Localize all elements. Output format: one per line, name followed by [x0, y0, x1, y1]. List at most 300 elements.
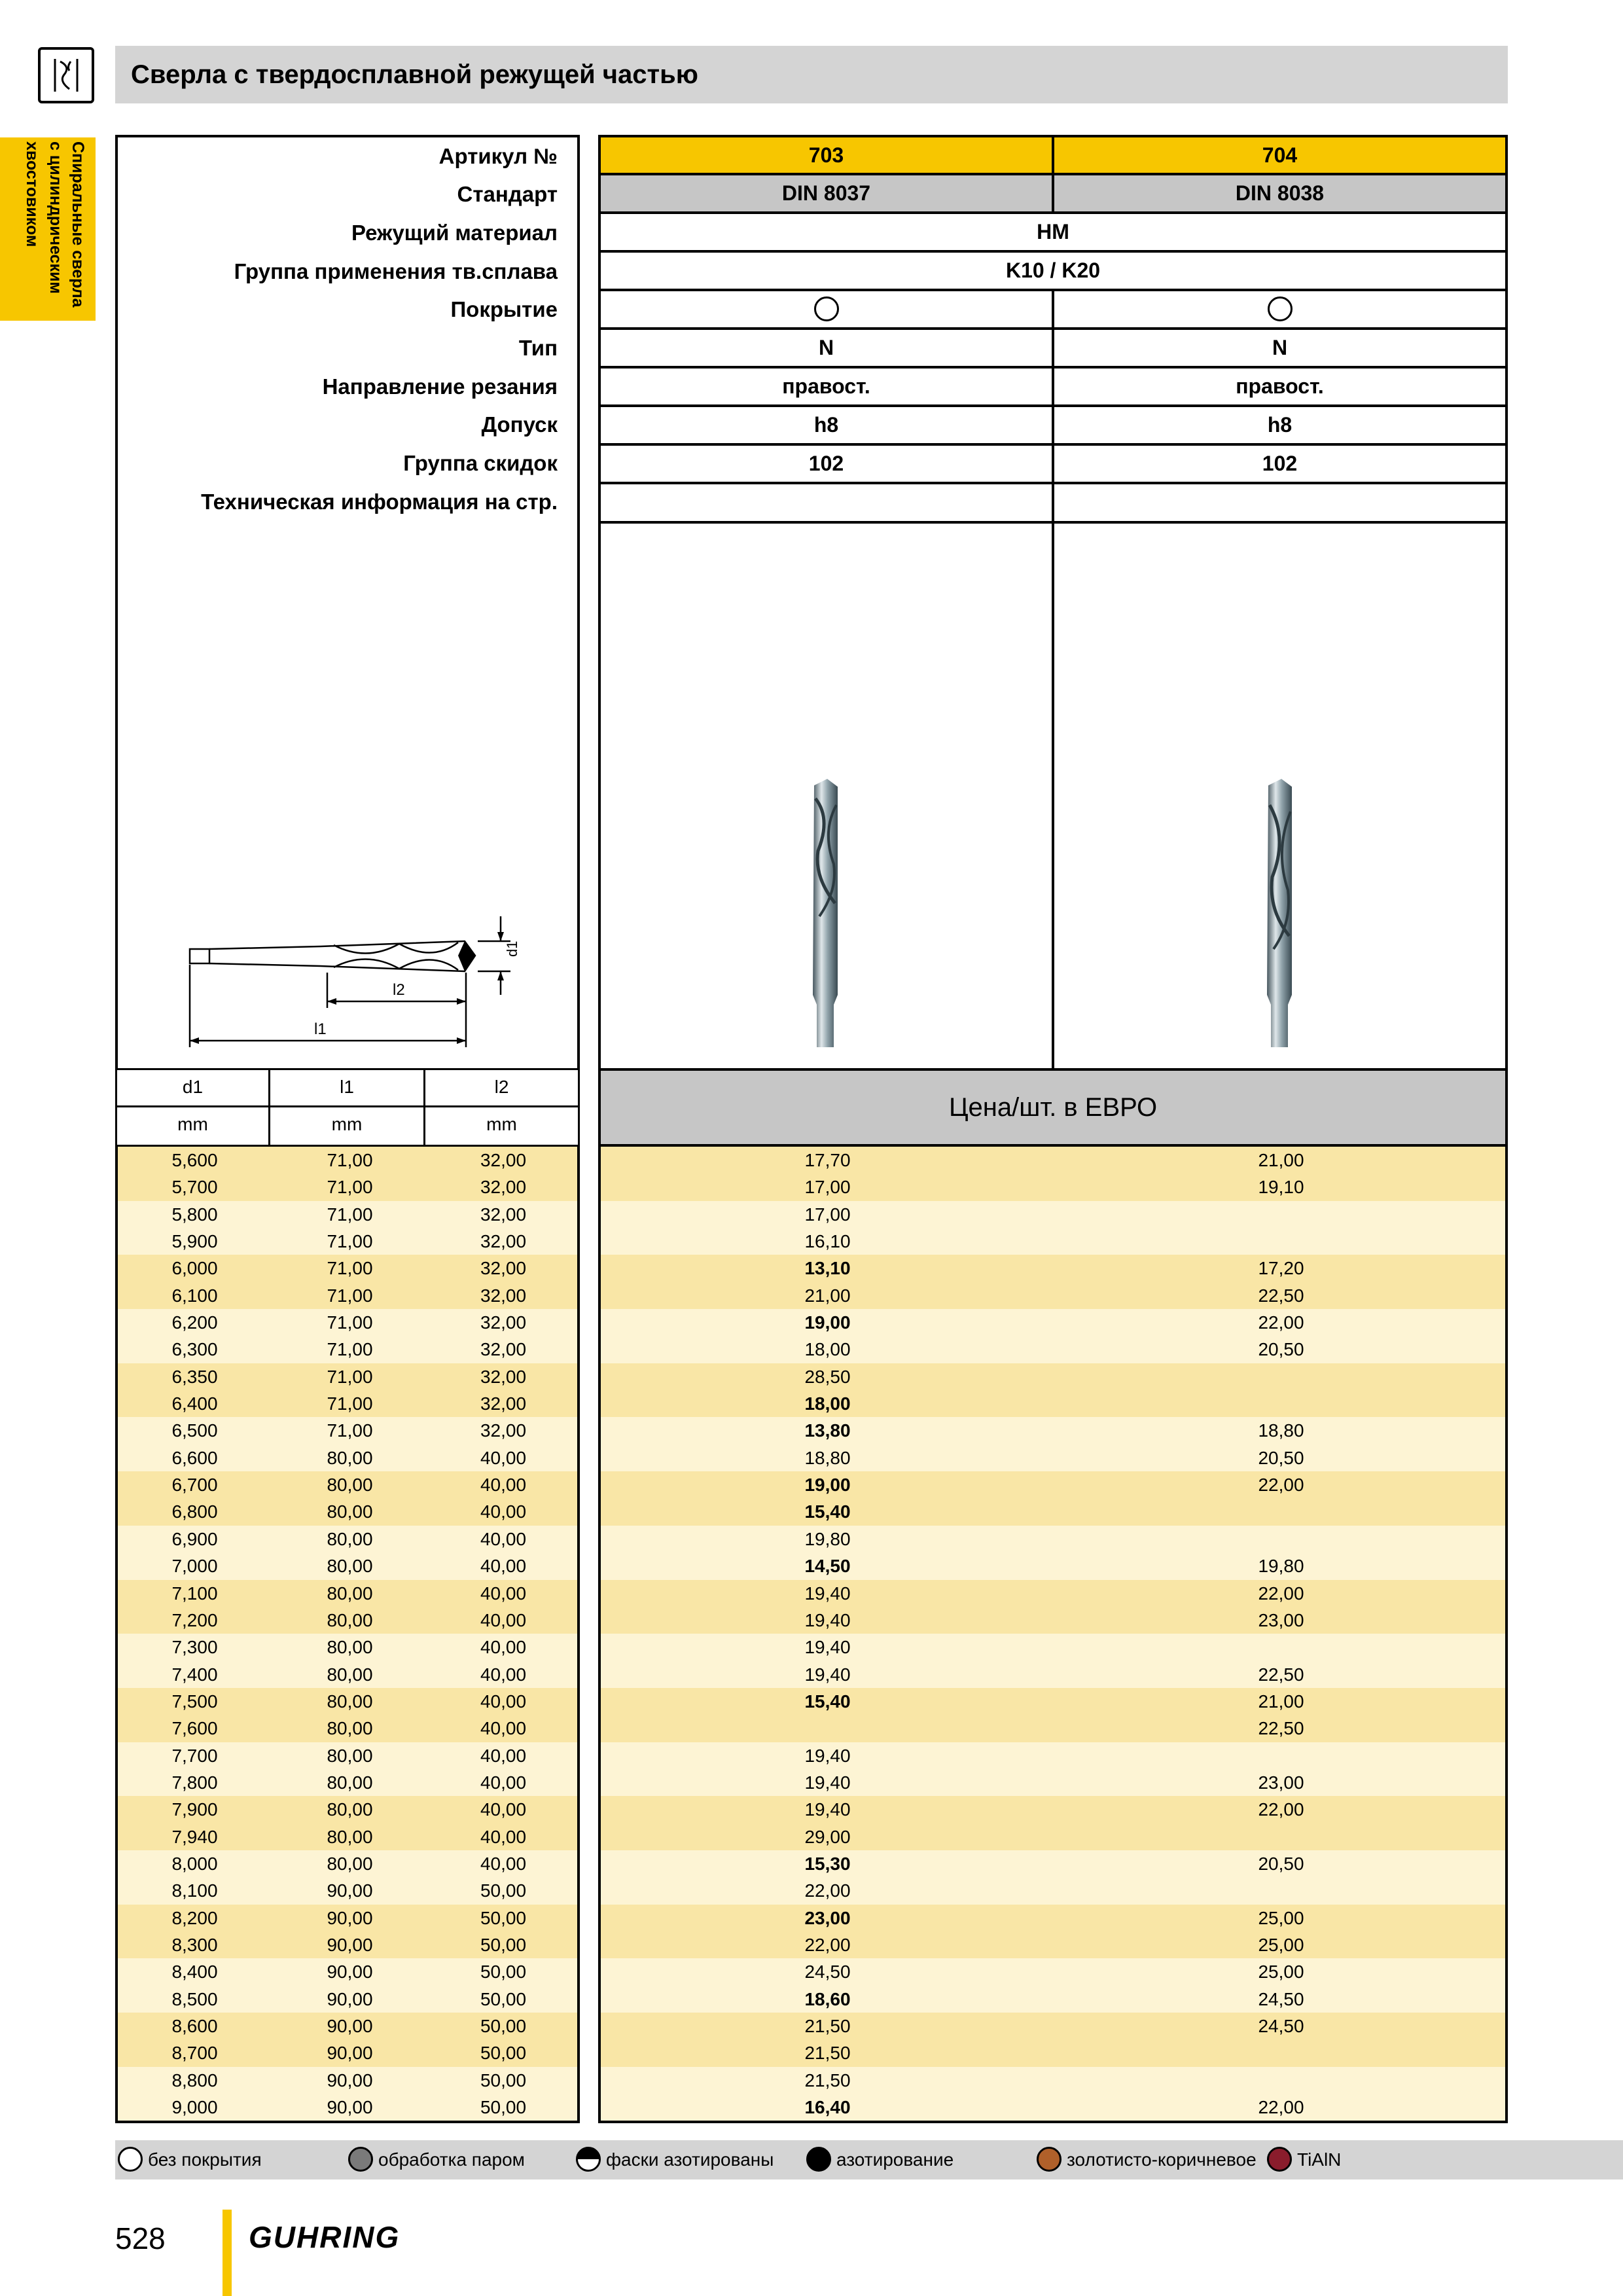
price-703: 17,00: [804, 1177, 851, 1198]
cell-d1: 8,800: [171, 2070, 218, 2090]
price-703: 18,60: [804, 1988, 851, 2009]
label-discount-group: Группа скидок: [403, 451, 558, 475]
no-coating-icon: [814, 296, 839, 321]
price-703: 15,40: [804, 1691, 851, 1712]
cell-d1: 7,600: [171, 1718, 218, 1739]
table-row: [118, 1147, 577, 1174]
page-number: 528: [115, 2221, 166, 2255]
table-row: [118, 2067, 577, 2094]
price-704: 20,50: [1258, 1447, 1304, 1468]
cell-l2: 32,00: [480, 1393, 527, 1414]
table-row: [118, 1336, 577, 1363]
cell-l2: 40,00: [480, 1583, 527, 1604]
price-row: [601, 2013, 1505, 2039]
cell-l2: 40,00: [480, 1718, 527, 1739]
cell-l1: 80,00: [327, 1637, 373, 1658]
cell-l2: 50,00: [480, 1907, 527, 1928]
price-704: 22,00: [1258, 1312, 1304, 1333]
price-row: [601, 1444, 1505, 1471]
col-header-d1: d1: [115, 1068, 270, 1107]
cell-l2: 50,00: [480, 1988, 527, 2009]
price-row: [601, 1688, 1505, 1715]
price-703: 19,00: [804, 1475, 851, 1496]
price-703: 19,40: [804, 1583, 851, 1604]
spec-label-panel: [115, 135, 580, 1071]
table-row: [118, 1444, 577, 1471]
cell-d1: 7,300: [171, 1637, 218, 1658]
price-row: [601, 1552, 1505, 1579]
cell-l2: 40,00: [480, 1745, 527, 1766]
tech-info-703: [598, 482, 1054, 524]
price-703: 14,50: [804, 1556, 851, 1577]
table-row: [118, 1309, 577, 1336]
price-row: [601, 1823, 1505, 1850]
table-row: [118, 2094, 577, 2121]
cell-l1: 80,00: [327, 1772, 373, 1793]
cell-l2: 32,00: [480, 1285, 527, 1306]
price-row: [601, 1309, 1505, 1336]
no-coating-icon: [118, 2147, 143, 2172]
table-row: [118, 1417, 577, 1444]
cell-l2: 50,00: [480, 2097, 527, 2118]
table-row: [118, 1174, 577, 1200]
price-703: 19,40: [804, 1745, 851, 1766]
price-704: 20,50: [1258, 1853, 1304, 1874]
table-row: [118, 1769, 577, 1796]
cell-l2: 40,00: [480, 1799, 527, 1820]
price-704: 23,00: [1258, 1609, 1304, 1630]
cell-d1: 5,800: [171, 1204, 218, 1225]
cell-d1: 5,700: [171, 1177, 218, 1198]
label-standard: Стандарт: [457, 182, 558, 206]
unit-l1: mm: [268, 1105, 425, 1147]
coating-703: [598, 289, 1054, 330]
cell-d1: 6,800: [171, 1501, 218, 1522]
cell-l1: 80,00: [327, 1475, 373, 1496]
cell-d1: 8,000: [171, 1853, 218, 1874]
cell-l1: 90,00: [327, 1988, 373, 2009]
price-row: [601, 1607, 1505, 1634]
price-703: 16,10: [804, 1231, 851, 1252]
page-title: Сверла с твердосплавной режущей частью: [131, 60, 698, 89]
price-704: 23,00: [1258, 1772, 1304, 1793]
cell-l2: 32,00: [480, 1231, 527, 1252]
table-row: [118, 1986, 577, 2013]
cell-l1: 80,00: [327, 1664, 373, 1685]
cell-l2: 40,00: [480, 1475, 527, 1496]
cell-l2: 40,00: [480, 1556, 527, 1577]
price-row: [601, 1931, 1505, 1958]
discount-group-703: [598, 443, 1054, 484]
cell-l1: 80,00: [327, 1799, 373, 1820]
cell-l2: 40,00: [480, 1772, 527, 1793]
col-header-l1: l1: [268, 1068, 425, 1107]
price-row: [601, 1363, 1505, 1390]
cell-d1: 6,600: [171, 1447, 218, 1468]
label-tolerance: Допуск: [481, 412, 558, 437]
cell-l2: 32,00: [480, 1150, 527, 1170]
legend-item: [348, 2140, 525, 2179]
cell-d1: 7,900: [171, 1799, 218, 1820]
cell-l1: 71,00: [327, 1285, 373, 1306]
price-704: 22,50: [1258, 1285, 1304, 1306]
label-material: Режущий материал: [351, 221, 558, 245]
table-row: [118, 1931, 577, 1958]
brand-logo: GUHRING: [249, 2220, 401, 2254]
cell-l1: 90,00: [327, 1962, 373, 1982]
price-row: [601, 1958, 1505, 1985]
cell-l1: 71,00: [327, 1366, 373, 1387]
cell-l1: 80,00: [327, 1745, 373, 1766]
article-704: 704: [1052, 135, 1508, 175]
price-row: [601, 1417, 1505, 1444]
table-row: [118, 1201, 577, 1228]
cell-l2: 32,00: [480, 1339, 527, 1360]
price-704: 21,00: [1258, 1150, 1304, 1170]
cell-l1: 90,00: [327, 1880, 373, 1901]
cutting-direction-704: правост.: [1052, 366, 1508, 407]
legend-label: без покрытия: [148, 2149, 262, 2170]
cell-l2: 40,00: [480, 1501, 527, 1522]
table-row: [118, 1580, 577, 1607]
cell-l2: 40,00: [480, 1691, 527, 1712]
price-704: 22,00: [1258, 1475, 1304, 1496]
label-application-group: Группа применения тв.сплава: [234, 259, 558, 283]
price-703: 28,50: [804, 1366, 851, 1387]
table-row: [118, 1255, 577, 1282]
price-704: 25,00: [1258, 1962, 1304, 1982]
price-703: 15,40: [804, 1501, 851, 1522]
standard-703: DIN 8037: [598, 173, 1054, 214]
table-row: [118, 1363, 577, 1390]
price-table: [598, 1147, 1508, 2123]
label-article: Артикул №: [438, 144, 558, 168]
cell-d1: 6,300: [171, 1339, 218, 1360]
cell-l1: 71,00: [327, 1177, 373, 1198]
cell-d1: 7,500: [171, 1691, 218, 1712]
cell-d1: 6,000: [171, 1258, 218, 1279]
price-row: [601, 1174, 1505, 1200]
cell-l1: 71,00: [327, 1393, 373, 1414]
tolerance-703: h8: [598, 404, 1054, 446]
cell-d1: 7,100: [171, 1583, 218, 1604]
price-703: 21,50: [804, 2043, 851, 2064]
tech-info-704: [1052, 482, 1508, 524]
cutting-direction-703: правост.: [598, 366, 1054, 407]
label-l1: l1: [314, 1020, 327, 1038]
price-703: 19,00: [804, 1312, 851, 1333]
cell-l1: 80,00: [327, 1826, 373, 1847]
cell-d1: 7,800: [171, 1772, 218, 1793]
table-row: [118, 1661, 577, 1688]
cell-d1: 6,500: [171, 1420, 218, 1441]
table-row: [118, 1905, 577, 1931]
cell-l2: 40,00: [480, 1826, 527, 1847]
cell-l1: 80,00: [327, 1718, 373, 1739]
cell-l2: 32,00: [480, 1258, 527, 1279]
cell-l1: 80,00: [327, 1447, 373, 1468]
price-row: [601, 1390, 1505, 1417]
cell-d1: 8,100: [171, 1880, 218, 1901]
price-703: 18,00: [804, 1393, 851, 1414]
label-cutting-direction: Направление резания: [322, 374, 558, 399]
cell-d1: 8,400: [171, 1962, 218, 1982]
cell-d1: 8,300: [171, 1934, 218, 1955]
application-group: K10 / K20: [598, 250, 1508, 291]
cell-l2: 50,00: [480, 2043, 527, 2064]
price-row: [601, 1255, 1505, 1282]
price-703: 24,50: [804, 1962, 851, 1982]
price-row: [601, 1336, 1505, 1363]
drill-dimension-drawing: [170, 910, 537, 1060]
unit-l2: mm: [423, 1105, 580, 1147]
price-row: [601, 1877, 1505, 1904]
cell-l1: 71,00: [327, 1258, 373, 1279]
cell-l1: 90,00: [327, 2016, 373, 2036]
cell-d1: 6,400: [171, 1393, 218, 1414]
cell-d1: 5,600: [171, 1150, 218, 1170]
coating-704: [1052, 289, 1508, 330]
price-703: 19,40: [804, 1799, 851, 1820]
legend-label: фаски азотированы: [606, 2149, 774, 2170]
drill-704-image: [1257, 779, 1302, 1054]
price-703: 17,00: [804, 1204, 851, 1225]
legend-item: [576, 2140, 774, 2179]
discount-group-704-value: 102: [1262, 452, 1298, 475]
cutting-material: HM: [598, 211, 1508, 253]
cell-d1: 6,700: [171, 1475, 218, 1496]
nitrided-icon: [806, 2147, 831, 2172]
price-703: 21,00: [804, 1285, 851, 1306]
gold-brown-icon: [1037, 2147, 1061, 2172]
price-703: 23,00: [804, 1907, 851, 1928]
price-704: 25,00: [1258, 1907, 1304, 1928]
table-row: [118, 1526, 577, 1552]
cell-l1: 90,00: [327, 2070, 373, 2090]
price-704: 17,20: [1258, 1258, 1304, 1279]
price-703: 17,70: [804, 1150, 851, 1170]
cell-l1: 80,00: [327, 1556, 373, 1577]
table-row: [118, 1471, 577, 1498]
cell-d1: 6,200: [171, 1312, 218, 1333]
unit-d1: mm: [115, 1105, 270, 1147]
price-704: 21,00: [1258, 1691, 1304, 1712]
price-703: 21,50: [804, 2070, 851, 2090]
standard-704: DIN 8038: [1052, 173, 1508, 214]
table-row: [118, 1228, 577, 1255]
cell-d1: 8,500: [171, 1988, 218, 2009]
no-coating-icon: [1268, 296, 1293, 321]
section-tab-line-1: Спиральные сверла: [69, 141, 87, 308]
cell-d1: 7,400: [171, 1664, 218, 1685]
price-row: [601, 1742, 1505, 1769]
cell-l1: 80,00: [327, 1691, 373, 1712]
price-704: 19,80: [1258, 1556, 1304, 1577]
cell-l1: 71,00: [327, 1150, 373, 1170]
steam-treated-icon: [348, 2147, 373, 2172]
nitrided-chamfer-icon: [576, 2147, 601, 2172]
cell-l1: 71,00: [327, 1420, 373, 1441]
cell-l1: 71,00: [327, 1231, 373, 1252]
article-703: 703: [598, 135, 1054, 175]
price-703: 22,00: [804, 1934, 851, 1955]
price-row: [601, 1498, 1505, 1525]
price-row: [601, 1986, 1505, 2013]
price-row: [601, 1282, 1505, 1309]
price-703: 13,80: [804, 1420, 851, 1441]
legend-label: золотисто-коричневое: [1067, 2149, 1257, 2170]
cell-l2: 32,00: [480, 1204, 527, 1225]
legend-label: азотирование: [836, 2149, 954, 2170]
label-d1: d1: [504, 941, 520, 957]
price-row: [601, 1796, 1505, 1823]
price-704: 22,00: [1258, 1583, 1304, 1604]
cell-l1: 80,00: [327, 1583, 373, 1604]
table-row: [118, 1498, 577, 1525]
cell-l2: 32,00: [480, 1420, 527, 1441]
type-704: N: [1052, 327, 1508, 368]
cell-l2: 50,00: [480, 2070, 527, 2090]
table-row: [118, 1607, 577, 1634]
col-header-l2: l2: [423, 1068, 580, 1107]
tolerance-704: h8: [1052, 404, 1508, 446]
drill-703-image: [802, 779, 848, 1054]
price-704: 22,00: [1258, 1799, 1304, 1820]
section-tab-line-3: хвостовиком: [23, 141, 41, 247]
table-row: [118, 1688, 577, 1715]
label-tech-info: Техническая информация на стр.: [201, 490, 558, 514]
table-row: [118, 1958, 577, 1985]
table-row: [118, 1634, 577, 1660]
cell-l1: 71,00: [327, 1339, 373, 1360]
cell-d1: 8,700: [171, 2043, 218, 2064]
cell-l1: 71,00: [327, 1312, 373, 1333]
price-703: 19,80: [804, 1528, 851, 1549]
cell-l1: 80,00: [327, 1609, 373, 1630]
cell-l1: 80,00: [327, 1528, 373, 1549]
cell-l2: 40,00: [480, 1447, 527, 1468]
price-704: 22,00: [1258, 2097, 1304, 2118]
section-tab-line-2: с цилиндрическим: [46, 141, 65, 294]
label-l2: l2: [393, 981, 405, 999]
price-row: [601, 2094, 1505, 2121]
legend-item: [1037, 2140, 1257, 2179]
cell-l1: 90,00: [327, 2097, 373, 2118]
price-row: [601, 1526, 1505, 1552]
price-row: [601, 1634, 1505, 1660]
section-tab: [0, 137, 96, 321]
price-704: 24,50: [1258, 1988, 1304, 2009]
legend-label: обработка паром: [378, 2149, 525, 2170]
cell-d1: 7,200: [171, 1609, 218, 1630]
cell-l1: 90,00: [327, 2043, 373, 2064]
cell-l2: 32,00: [480, 1366, 527, 1387]
price-row: [601, 1201, 1505, 1228]
cell-d1: 8,600: [171, 2016, 218, 2036]
legend-label: TiAlN: [1297, 2149, 1342, 2170]
cell-l1: 90,00: [327, 1907, 373, 1928]
cell-l1: 71,00: [327, 1204, 373, 1225]
table-row: [118, 2039, 577, 2066]
cell-l1: 80,00: [327, 1501, 373, 1522]
table-row: [118, 1552, 577, 1579]
cell-l2: 32,00: [480, 1312, 527, 1333]
legend-item: [118, 2140, 262, 2179]
price-row: [601, 1850, 1505, 1877]
price-row: [601, 1905, 1505, 1931]
price-row: [601, 2067, 1505, 2094]
price-704: 22,50: [1258, 1664, 1304, 1685]
discount-group-704: [1052, 443, 1508, 484]
discount-group-703-value: 102: [808, 452, 844, 475]
price-row: [601, 1715, 1505, 1742]
price-703: 19,40: [804, 1664, 851, 1685]
cell-d1: 7,000: [171, 1556, 218, 1577]
price-row: [601, 1769, 1505, 1796]
price-row: [601, 1147, 1505, 1174]
price-704: 25,00: [1258, 1934, 1304, 1955]
legend-item: [1267, 2140, 1341, 2179]
cell-l2: 50,00: [480, 1880, 527, 1901]
cell-l2: 50,00: [480, 1934, 527, 1955]
label-coating: Покрытие: [450, 297, 558, 321]
price-header: Цена/шт. в ЕВРО: [598, 1068, 1508, 1147]
price-703: 22,00: [804, 1880, 851, 1901]
cell-l2: 40,00: [480, 1853, 527, 1874]
cell-l2: 40,00: [480, 1609, 527, 1630]
price-703: 19,40: [804, 1609, 851, 1630]
price-703: 13,10: [804, 1258, 851, 1279]
price-row: [601, 1661, 1505, 1688]
table-row: [118, 1742, 577, 1769]
price-703: 18,00: [804, 1339, 851, 1360]
cell-d1: 5,900: [171, 1231, 218, 1252]
catalog-symbol-icon: [38, 47, 94, 103]
price-703: 19,40: [804, 1772, 851, 1793]
price-703: 15,30: [804, 1853, 851, 1874]
cell-d1: 7,940: [171, 1826, 218, 1847]
cell-l2: 50,00: [480, 2016, 527, 2036]
cell-d1: 6,350: [171, 1366, 218, 1387]
table-row: [118, 1715, 577, 1742]
cell-l2: 40,00: [480, 1528, 527, 1549]
tialn-icon: [1267, 2147, 1292, 2172]
price-703: 18,80: [804, 1447, 851, 1468]
label-type: Тип: [518, 336, 558, 360]
price-704: 20,50: [1258, 1339, 1304, 1360]
cell-d1: 9,000: [171, 2097, 218, 2118]
price-704: 18,80: [1258, 1420, 1304, 1441]
cell-l2: 50,00: [480, 1962, 527, 1982]
table-row: [118, 1796, 577, 1823]
cell-d1: 6,900: [171, 1528, 218, 1549]
price-704: 22,50: [1258, 1718, 1304, 1739]
image-divider: [1052, 521, 1054, 1071]
table-row: [118, 1390, 577, 1417]
price-704: 19,10: [1258, 1177, 1304, 1198]
type-703: N: [598, 327, 1054, 368]
price-704: 24,50: [1258, 2016, 1304, 2036]
cell-d1: 8,200: [171, 1907, 218, 1928]
price-row: [601, 1580, 1505, 1607]
table-row: [118, 1823, 577, 1850]
legend-item: [806, 2140, 954, 2179]
table-row: [118, 1850, 577, 1877]
cell-l1: 80,00: [327, 1853, 373, 1874]
dimension-table: [115, 1147, 580, 2123]
cell-l1: 90,00: [327, 1934, 373, 1955]
price-row: [601, 1471, 1505, 1498]
